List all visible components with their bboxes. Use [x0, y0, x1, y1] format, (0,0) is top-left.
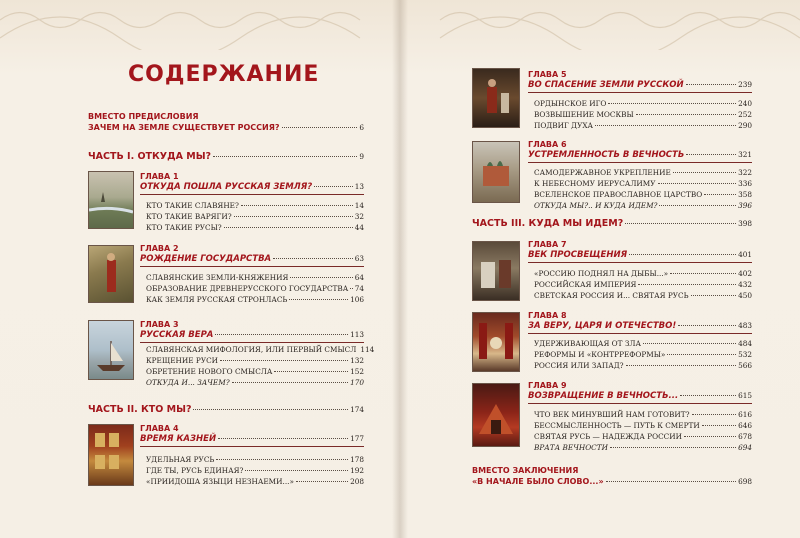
entry-title: ОТКУДА И... ЗАЧЕМ?: [146, 378, 230, 387]
page-number: 239: [738, 80, 752, 89]
chapter-6-label: ГЛАВА 6: [528, 140, 567, 149]
entry-title: УДЕЛЬНАЯ РУСЬ: [146, 455, 215, 464]
page-number: 208: [350, 477, 364, 486]
entry-title: ГДЕ ТЫ, РУСЬ ЕДИНАЯ?: [146, 466, 244, 475]
page-number: 132: [350, 356, 364, 365]
page-number: 63: [354, 254, 364, 263]
entry-title: УДЕРЖИВАЮЩАЯ ОТ ЗЛА: [534, 339, 641, 348]
chapter-3-title: РУССКАЯ ВЕРА: [140, 330, 214, 340]
entry-title: ВСЕЛЕНСКОЕ ПРАВОСЛАВНОЕ ЦАРСТВО: [534, 190, 703, 199]
entry-title: БЕССМЫСЛЕННОСТЬ — ПУТЬ К СМЕРТИ: [534, 421, 700, 430]
entry-title: ВРАТА ВЕЧНОСТИ: [534, 443, 608, 452]
page-number: 678: [738, 432, 752, 441]
page-number: 6: [359, 123, 364, 132]
entry-title: ОРДЫНСКОЕ ИГО: [534, 99, 607, 108]
toc-entry[interactable]: [534, 190, 752, 201]
toc-entry[interactable]: [534, 99, 752, 110]
chapter-5-illustration: [472, 68, 520, 128]
chapter-rule: [528, 92, 752, 93]
chapter-2-illustration: [88, 245, 134, 303]
chapter-1-illustration: [88, 171, 134, 229]
entry-title: СЛАВЯНСКИЕ ЗЕМЛИ-КНЯЖЕНИЯ: [146, 273, 289, 282]
page-number: 177: [350, 434, 364, 443]
entry-title: СЛАВЯНСКАЯ МИФОЛОГИЯ, ИЛИ ПЕРВЫЙ СМЫСЛ: [146, 345, 357, 354]
chapter-1-title: ОТКУДА ПОШЛА РУССКАЯ ЗЕМЛЯ?: [140, 182, 313, 192]
chapter-rule: [528, 162, 752, 163]
toc-entry[interactable]: [534, 432, 752, 443]
chapter-8-label: ГЛАВА 8: [528, 311, 567, 320]
toc-entry-outro[interactable]: [472, 477, 752, 488]
page-number: 106: [350, 295, 364, 304]
toc-entry[interactable]: [534, 269, 752, 280]
toc-entry-intro[interactable]: [88, 123, 364, 134]
chapter-6-title: УСТРЕМЛЕННОСТЬ В ВЕЧНОСТЬ: [528, 150, 685, 160]
outro-label: ВМЕСТО ЗАКЛЮЧЕНИЯ: [472, 466, 579, 475]
chapter-rule: [528, 333, 752, 334]
toc-entry[interactable]: [146, 201, 364, 212]
chapter-9-entry[interactable]: [528, 391, 752, 402]
toc-entry[interactable]: [534, 121, 752, 132]
toc-entry[interactable]: [534, 179, 752, 190]
chapter-2-title: РОЖДЕНИЕ ГОСУДАРСТВА: [140, 254, 272, 264]
toc-entry[interactable]: [146, 223, 364, 234]
page-number: 694: [738, 443, 752, 452]
page-number: 290: [738, 121, 752, 130]
chapter-4-label: ГЛАВА 4: [140, 424, 179, 433]
toc-entry-part-2[interactable]: [88, 404, 364, 417]
page-number: 64: [354, 273, 364, 282]
chapter-1-label: ГЛАВА 1: [140, 172, 179, 181]
toc-entry[interactable]: [534, 339, 752, 350]
entry-title: КАК ЗЕМЛЯ РУССКАЯ СТРОНЛАСЬ: [146, 295, 288, 304]
toc-entry[interactable]: [146, 295, 364, 306]
chapter-8-entry[interactable]: [528, 321, 752, 332]
toc-entry[interactable]: [146, 455, 364, 466]
page-number: 240: [738, 99, 752, 108]
outro-title: «В НАЧАЛЕ БЫЛО СЛОВО...»: [472, 477, 604, 486]
page-number: 398: [738, 219, 752, 228]
toc-entry[interactable]: [534, 110, 752, 121]
chapter-4-entry[interactable]: [140, 434, 364, 445]
chapter-4-title: ВРЕМЯ КАЗНЕЙ: [140, 434, 217, 444]
toc-entry[interactable]: [534, 280, 752, 291]
page-number: 252: [738, 110, 752, 119]
toc-entry[interactable]: [534, 410, 752, 421]
chapter-5-title: ВО СПАСЕНИЕ ЗЕМЛИ РУССКОЙ: [528, 80, 684, 90]
chapter-3-entry[interactable]: [140, 330, 364, 341]
page-number: 178: [350, 455, 364, 464]
toc-entry[interactable]: [146, 367, 364, 378]
part-title: ЧАСТЬ III. КУДА МЫ ИДЕМ?: [472, 218, 624, 229]
toc-entry[interactable]: [146, 378, 364, 389]
chapter-rule: [528, 403, 752, 404]
page-number: 44: [354, 223, 364, 232]
chapter-rule: [140, 194, 364, 195]
toc-entry[interactable]: [146, 477, 364, 488]
chapter-7-entry[interactable]: [528, 250, 752, 261]
page-number: 322: [738, 168, 752, 177]
page-number: 114: [360, 345, 375, 354]
page-number: 450: [738, 291, 752, 300]
page-number: 336: [738, 179, 752, 188]
toc-entry[interactable]: [534, 421, 752, 432]
page-number: 321: [738, 150, 752, 159]
toc-entry[interactable]: [534, 291, 752, 302]
entry-title: ОБРЕТЕНИЕ НОВОГО СМЫСЛА: [146, 367, 273, 376]
toc-entry[interactable]: [146, 466, 364, 477]
page-number: 615: [738, 391, 752, 400]
page-title: СОДЕРЖАНИЕ: [128, 62, 320, 87]
page-number: 9: [359, 152, 364, 161]
chapter-1-entry[interactable]: [140, 182, 364, 193]
page-number: 484: [738, 339, 752, 348]
page-number: 646: [738, 421, 752, 430]
toc-entry[interactable]: [534, 168, 752, 179]
toc-entry-part-3[interactable]: [472, 218, 752, 231]
chapter-8-illustration: [472, 312, 520, 372]
entry-title: ПОДВИГ ДУХА: [534, 121, 594, 130]
toc-entry[interactable]: [146, 212, 364, 223]
entry-title: «РОССИЮ ПОДНЯЛ НА ДЫБЫ...»: [534, 269, 669, 278]
page-number: 358: [738, 190, 752, 199]
intro-title: ЗАЧЕМ НА ЗЕМЛЕ СУЩЕСТВУЕТ РОССИЯ?: [88, 123, 280, 132]
page-number: 192: [350, 466, 364, 475]
chapter-7-title: ВЕК ПРОСВЕЩЕНИЯ: [528, 250, 628, 260]
entry-title: КТО ТАКИЕ РУСЫ?: [146, 223, 222, 232]
toc-entry[interactable]: [146, 356, 364, 367]
page-number: 432: [738, 280, 752, 289]
entry-title: САМОДЕРЖАВНОЕ УКРЕПЛЕНИЕ: [534, 168, 671, 177]
toc-entry-part-1[interactable]: [88, 151, 364, 164]
entry-title: КРЕЩЕНИЕ РУСИ: [146, 356, 219, 365]
toc-entry[interactable]: [534, 350, 752, 361]
chapter-4-illustration: [88, 424, 134, 486]
entry-title: ОБРАЗОВАНИЕ ДРЕВНЕРУССКОГО ГОСУДАРСТВА: [146, 284, 349, 293]
entry-title: РЕФОРМЫ И «КОНТРРЕФОРМЫ»: [534, 350, 666, 359]
chapter-9-label: ГЛАВА 9: [528, 381, 567, 390]
toc-entry[interactable]: [146, 273, 364, 284]
chapter-3-illustration: [88, 320, 134, 380]
chapter-7-label: ГЛАВА 7: [528, 240, 567, 249]
page-number: 483: [738, 321, 752, 330]
chapter-7-illustration: [472, 241, 520, 301]
entry-title: ОТКУДА МЫ?.. И КУДА ИДЕМ?: [534, 201, 658, 210]
chapter-2-label: ГЛАВА 2: [140, 244, 179, 253]
part-title: ЧАСТЬ II. КТО МЫ?: [88, 404, 192, 415]
entry-title: СВЯТАЯ РУСЬ — НАДЕЖДА РОССИИ: [534, 432, 682, 441]
toc-entry[interactable]: [534, 443, 752, 454]
page-number: 74: [354, 284, 364, 293]
page-number: 32: [354, 212, 364, 221]
page-number: 566: [738, 361, 752, 370]
chapter-6-illustration: [472, 141, 520, 203]
page-number: 616: [738, 410, 752, 419]
toc-entry[interactable]: [534, 361, 752, 372]
chapter-rule: [140, 342, 364, 343]
page-number: 396: [738, 201, 752, 210]
page-number: 170: [350, 378, 364, 387]
page-number: 14: [354, 201, 364, 210]
page-number: 152: [350, 367, 364, 376]
toc-entry[interactable]: [146, 345, 375, 356]
entry-title: КТО ТАКИЕ ВАРЯГИ?: [146, 212, 232, 221]
entry-title: ЧТО ВЕК МИНУВШИЙ НАМ ГОТОВИТ?: [534, 410, 690, 419]
entry-title: ВОЗВЫШЕНИЕ МОСКВЫ: [534, 110, 634, 119]
chapter-5-label: ГЛАВА 5: [528, 70, 567, 79]
entry-title: РОССИЯ ИЛИ ЗАПАД?: [534, 361, 624, 370]
intro-label: ВМЕСТО ПРЕДИСЛОВИЯ: [88, 112, 199, 121]
book-spine: [392, 0, 408, 538]
chapter-6-entry[interactable]: [528, 150, 752, 161]
entry-title: КТО ТАКИЕ СЛАВЯНЕ?: [146, 201, 239, 210]
chapter-rule: [140, 446, 364, 447]
toc-entry[interactable]: [146, 284, 364, 295]
page-number: 532: [738, 350, 752, 359]
entry-title: К НЕБЕСНОМУ ИЕРУСАЛИМУ: [534, 179, 656, 188]
chapter-2-entry[interactable]: [140, 254, 364, 265]
chapter-8-title: ЗА ВЕРУ, ЦАРЯ И ОТЕЧЕСТВО!: [528, 321, 677, 331]
chapter-rule: [528, 262, 752, 263]
entry-title: РОССИЙСКАЯ ИМПЕРИЯ: [534, 280, 637, 289]
part-title: ЧАСТЬ I. ОТКУДА МЫ?: [88, 151, 212, 162]
page-number: 113: [350, 330, 364, 339]
chapter-5-entry[interactable]: [528, 80, 752, 91]
page-number: 402: [738, 269, 752, 278]
toc-entry[interactable]: [534, 201, 752, 212]
page-number: 698: [738, 477, 752, 486]
chapter-3-label: ГЛАВА 3: [140, 320, 179, 329]
page-number: 174: [350, 405, 364, 414]
chapter-rule: [140, 266, 364, 267]
entry-title: «ПРИИДОША ЯЗЫЦИ НЕЗНАЕМИ...»: [146, 477, 294, 486]
page-number: 401: [738, 250, 752, 259]
chapter-9-title: ВОЗВРАЩЕНИЕ В ВЕЧНОСТЬ...: [528, 391, 679, 401]
page-number: 13: [354, 182, 364, 191]
chapter-9-illustration: [472, 383, 520, 447]
entry-title: СВЕТСКАЯ РОССИЯ И... СВЯТАЯ РУСЬ: [534, 291, 689, 300]
